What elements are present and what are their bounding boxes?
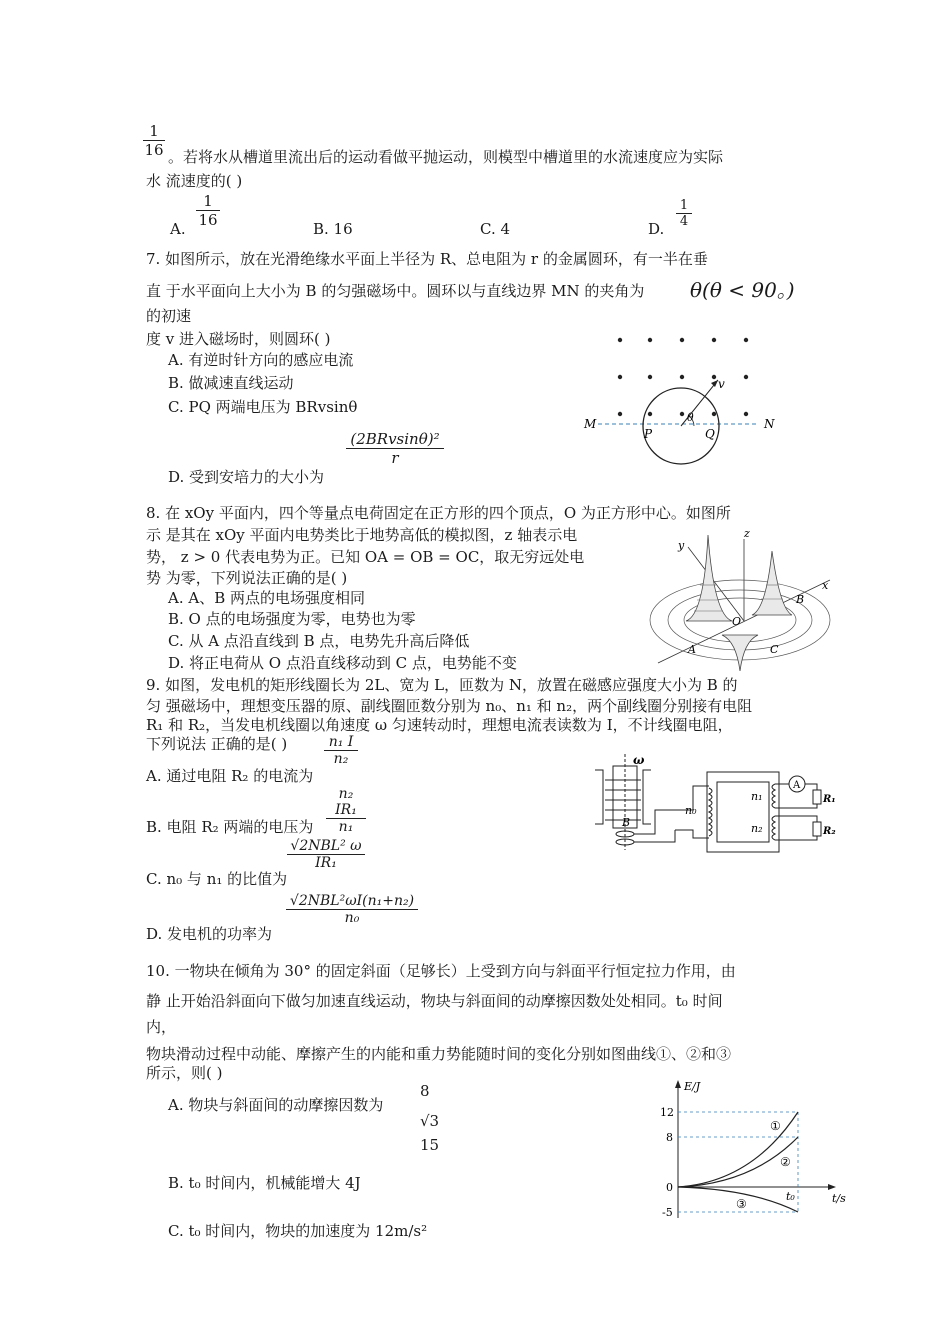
- label-r2: R₂: [823, 826, 836, 837]
- q8-option-b: B. O 点的电场强度为零，电势也为零: [168, 610, 416, 628]
- q10-opt-a-den: 15: [420, 1136, 440, 1154]
- wire-top: [634, 810, 675, 834]
- resistor-r2: [813, 822, 821, 836]
- q9-option-c-fraction: [287, 838, 365, 871]
- label-c: C: [770, 643, 779, 656]
- q8-option-d: D. 将正电荷从 O 点沿直线移动到 C 点，电势能不变: [168, 654, 517, 672]
- q9-figure: [585, 750, 843, 860]
- label-ammeter: A: [793, 780, 801, 791]
- q7-figure: [578, 328, 788, 470]
- q9-opt-d-den: n₀: [344, 910, 360, 926]
- q9-line2: 匀 强磁场中，理想变压器的原、副线圈匝数分别为 n₀、n₁ 和 n₂，两个副线圈分别接有电阻: [146, 697, 753, 715]
- label-a: A: [688, 643, 696, 656]
- tick-8: 8: [666, 1131, 673, 1144]
- q7-line2: 直 于水平面向上大小为 B 的匀强磁场中。圆环以与直线边界 MN 的夹角为: [146, 282, 645, 300]
- potential-wells: [722, 635, 758, 671]
- q8-figure: [640, 525, 840, 675]
- q6-line1: 。若将水从槽道里流出后的运动看做平抛运动，则模型中槽道里的水流速度应为实际: [168, 148, 724, 166]
- primary-coil: [709, 788, 712, 836]
- label-theta: θ: [687, 411, 694, 424]
- q9-opt-b-num: n₂ IR₁: [326, 786, 366, 819]
- q8-line2: 示 是其在 xOy 平面内电势类比于地势高低的模拟图，z 轴表示电: [146, 526, 578, 544]
- magnetic-field-dots: [618, 338, 748, 416]
- q9-option-d-fraction: [286, 893, 418, 926]
- q9-option-b: B. 电阻 R₂ 两端的电压为: [146, 818, 314, 836]
- label-q: Q: [705, 427, 715, 441]
- q6-frac-den: 16: [144, 141, 164, 159]
- q7-theta-expr: θ(θ < 90。): [690, 278, 795, 302]
- q9-option-c: C. n₀ 与 n₁ 的比值为: [146, 870, 288, 888]
- chart-x-label: t/s: [832, 1192, 846, 1205]
- q9-opt-b-den: n₁: [338, 819, 354, 835]
- tick-minus5: -5: [662, 1206, 673, 1219]
- secondary-coil-2: [772, 816, 775, 840]
- q10-option-a: A. 物块与斜面间的动摩擦因数为: [168, 1096, 384, 1114]
- label-x: x: [822, 579, 829, 592]
- q9-line1: 9. 如图，发电机的矩形线圈长为 2L、宽为 L，匝数为 N，放置在磁感应强度大小为 B 的: [146, 676, 738, 694]
- q10-option-c: C. t₀ 时间内，物块的加速度为 12m/s²: [168, 1222, 428, 1240]
- q9-opt-a-num: n₁ I: [324, 734, 358, 751]
- label-z: z: [744, 527, 750, 540]
- q9-opt-a-den: n₂: [333, 751, 349, 767]
- q10-line1: 10. 一物块在倾角为 30° 的固定斜面（足够长）上受到方向与斜面平行恒定拉力作用，由: [146, 962, 736, 980]
- q7-opt-d-den: r: [391, 449, 399, 467]
- label-omega: ω: [633, 753, 645, 767]
- label-n2: n₂: [751, 822, 763, 835]
- label-o: O: [732, 615, 742, 628]
- q7-option-c: C. PQ 两端电压为 BRvsinθ: [168, 398, 358, 416]
- chart-y-label: E/J: [684, 1080, 701, 1093]
- q6-line2: 水 流速度的( ): [146, 172, 243, 190]
- q10-line5: 所示，则( ): [146, 1064, 223, 1082]
- q8-option-c: C. 从 A 点沿直线到 B 点，电势先升高后降低: [168, 632, 470, 650]
- q8-line3: 势， z > 0 代表电势为正。已知 OA = OB = OC，取无穷远处电: [146, 548, 585, 566]
- label-b: B: [796, 593, 805, 606]
- magnet-left: [595, 770, 603, 824]
- q7-line3: 的初速: [146, 307, 192, 325]
- q10-line2: 静 止开始沿斜面向下做匀加速直线运动，物块与斜面间的动摩擦因数处处相同。t₀ 时间: [146, 992, 723, 1010]
- tick-12: 12: [660, 1106, 674, 1119]
- q6-option-c: C. 4: [480, 220, 511, 238]
- q10-opt-a-mid: √3: [420, 1112, 440, 1130]
- velocity-arrowhead: [711, 380, 718, 387]
- q7-option-d-fraction: [346, 430, 444, 467]
- q8-line1: 8. 在 xOy 平面内，四个等量点电荷固定在正方形的四个顶点，O 为正方形中心。如图所: [146, 504, 731, 522]
- magnet-right: [643, 770, 651, 824]
- q6-frac-num: 1: [143, 122, 165, 141]
- q9-line3: R₁ 和 R₂，当发电机线圈以角速度 ω 匀速转动时，理想电流表读数为 I，不计线圈电阻，: [146, 716, 733, 734]
- label-b-field: B: [622, 816, 631, 829]
- q6-opt-d-num: 1: [676, 198, 692, 214]
- q6-option-d-fraction: [676, 198, 692, 229]
- q7-line4: 度 v 进入磁场时，则圆环( ): [146, 330, 331, 348]
- curve-label-2: ②: [780, 1155, 791, 1169]
- q9-opt-c-num: √2NBL² ω: [287, 838, 365, 855]
- q9-line4: 下列说法 正确的是( ): [146, 735, 288, 753]
- q8-line4: 势 为零，下列说法正确的是( ): [146, 569, 348, 587]
- q6-option-a-label: A.: [170, 220, 186, 238]
- q7-option-b: B. 做减速直线运动: [168, 374, 294, 392]
- tick-0: 0: [666, 1181, 673, 1194]
- potential-peaks: [686, 535, 792, 621]
- q9-option-a: A. 通过电阻 R₂ 的电流为: [146, 767, 314, 785]
- label-y: y: [678, 539, 685, 552]
- label-n0: n₀: [685, 804, 697, 817]
- q8-option-a: A. A、B 两点的电场强度相同: [168, 589, 365, 607]
- q7-line1: 7. 如图所示，放在光滑绝缘水平面上半径为 R、总电阻为 r 的金属圆环，有一半在垂: [146, 250, 708, 268]
- q9-option-b-fraction: [326, 786, 366, 835]
- q9-option-d: D. 发电机的功率为: [146, 925, 273, 943]
- secondary-coil-1: [772, 784, 775, 808]
- tick-t0: t₀: [786, 1190, 795, 1203]
- q6-option-b: B. 16: [313, 220, 353, 238]
- label-p: P: [644, 427, 653, 441]
- q6-option-a-fraction: [196, 192, 220, 229]
- q9-option-a-fraction: [324, 734, 358, 767]
- label-m: M: [584, 417, 597, 431]
- label-n1: n₁: [751, 790, 763, 803]
- q10-option-b: B. t₀ 时间内，机械能增大 4J: [168, 1174, 361, 1192]
- curve-label-1: ①: [770, 1119, 781, 1133]
- q9-opt-c-den: IR₁: [315, 855, 337, 871]
- q6-opt-d-den: 4: [679, 214, 689, 229]
- label-n: N: [764, 417, 775, 431]
- curve-label-3: ③: [736, 1197, 747, 1211]
- q10-line3: 内，: [146, 1018, 177, 1036]
- q9-opt-d-num: √2NBL²ωI(n₁+n₂): [286, 893, 418, 910]
- q6-opt-a-num: 1: [196, 192, 220, 211]
- q10-opt-a-num: 8: [420, 1082, 430, 1100]
- resistor-r1: [813, 790, 821, 804]
- transformer-core: [707, 772, 779, 852]
- q6-option-d-label: D.: [648, 220, 665, 238]
- q6-fraction: [143, 122, 165, 159]
- q7-opt-d-num: (2BRvsinθ)²: [346, 430, 444, 449]
- q7-option-d: D. 受到安培力的大小为: [168, 468, 325, 486]
- q10-energy-chart: [652, 1078, 852, 1223]
- label-r1: R₁: [823, 794, 836, 805]
- q7-option-a: A. 有逆时针方向的感应电流: [168, 351, 354, 369]
- q10-line4: 物块滑动过程中动能、摩擦产生的内能和重力势能随时间的变化分别如图曲线①、②和③: [146, 1045, 732, 1063]
- label-v: v: [718, 377, 725, 391]
- q6-opt-a-den: 16: [198, 211, 218, 229]
